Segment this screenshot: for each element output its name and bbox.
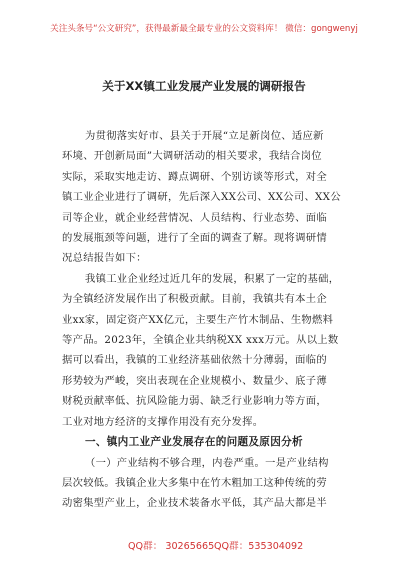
section-heading-text: 一、镇内工业产业发展存在的问题及原因分析 xyxy=(85,436,303,449)
text-line: 工业对地方经济的支撑作用没有充分发挥。 xyxy=(62,415,264,428)
text-line: 财税贡献率低、抗风险能力弱、缺乏行业影响力等方面， xyxy=(62,395,327,408)
text-line: 司等企业，就企业经营情况、人员结构、行业态势、面临 xyxy=(62,211,327,224)
text-line: 镇工业企业进行了调研，先后深入XX公司、XX公司、XX公 xyxy=(62,191,341,204)
text-line: 的发展瓶颈等问题，进行了全面的调查了解。现将调研情 xyxy=(62,232,327,245)
header-notice: 关注头条号“公文研究”，获得最新最全最专业的公文资料库！ 微信：gongwenyj xyxy=(50,24,358,34)
text-line: 环境、开创新局面”大调研活动的相关要求，我结合岗位 xyxy=(62,150,322,163)
footer-qq-group-2: QQ群：535304092 xyxy=(214,541,304,552)
subsection-paragraph xyxy=(62,453,346,514)
text-line: 为全镇经济发展作出了积极贡献。目前，我镇共有本土企 xyxy=(62,293,327,306)
section-heading xyxy=(62,432,346,452)
text-line: 据可以看出，我镇的工业经济基础依然十分薄弱，面临的 xyxy=(62,354,327,367)
text-line: 况总结报告如下： xyxy=(62,252,147,265)
text-line: 层次较低。我镇企业大多集中在竹木粗加工这种传统的劳 xyxy=(62,476,327,489)
text-line: 动密集型产业上，企业技术装备水平低，其产品大都是半 xyxy=(62,497,327,510)
text-line: 我镇工业企业经过近几年的发展，积累了一定的基础， xyxy=(85,272,340,285)
paragraph-2 xyxy=(62,269,346,432)
text-line: （一）产业结构不够合理，内卷严重。一是产业结构 xyxy=(85,456,329,469)
paragraph-1 xyxy=(62,126,346,269)
document-body xyxy=(62,126,346,514)
text-line: 业xx家，固定资产XX亿元，主要生产竹木制品、生物燃料 xyxy=(62,313,334,326)
document-title: 关于XX镇工业发展产业发展的调研报告 xyxy=(102,79,306,93)
footer-qq-group-1: QQ群： 30265665 xyxy=(128,541,215,552)
text-line: 等产品。2023年，全镇企业共纳税XX xxx万元。从以上数 xyxy=(62,334,339,347)
text-line: 为贯彻落实好市、县关于开展“立足新岗位、适应新 xyxy=(85,130,324,142)
text-line: 形势较为严峻，突出表现在企业规模小、数量少、底子薄 xyxy=(62,374,327,387)
text-line: 实际，采取实地走访、蹲点调研、个别访谈等形式，对全 xyxy=(62,170,327,183)
